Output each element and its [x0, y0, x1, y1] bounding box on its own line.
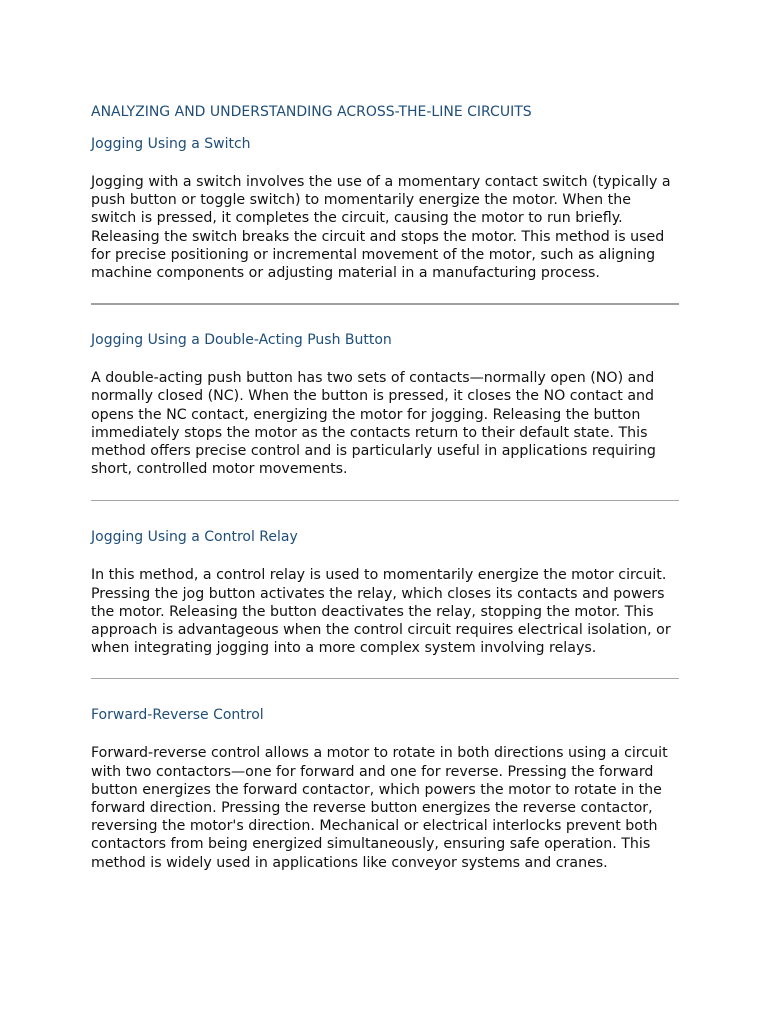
section-heading-control-relay: Jogging Using a Control Relay	[91, 529, 298, 546]
section-divider	[91, 500, 679, 501]
section-body-forward-reverse-control: Forward-reverse control allows a motor to rotate in both directions using a circuit with two contactors—one for forward and one for reverse. Pressing the forward button energizes the forward contactor, which powers the motor to rotate in the forward direction. Pressing the reverse button energizes the reverse contactor, reversing the motor's direction. Mechanical or electrical interlocks prevent both contactors from being energized simultaneously, ensuring safe operation. This method is widely used in applications like conveyor systems and cranes.	[91, 745, 668, 871]
section-body-double-acting-push-button: A double-acting push button has two sets of contacts—normally open (NO) and normally closed (NC). When the button is pressed, it closes the NO contact and opens the NC contact, energizing the motor for jogging. Releasing the button immediately stops the motor as the contacts return to their default state. This method offers precise control and is particularly useful in applications requiring short, controlled motor movements.	[91, 370, 656, 478]
document-page	[91, 102, 679, 872]
section-divider	[91, 303, 679, 305]
section-divider	[91, 678, 679, 679]
section-heading-forward-reverse-control: Forward-Reverse Control	[91, 707, 264, 724]
section-body-control-relay: In this method, a control relay is used to momentarily energize the motor circuit. Pressing the jog button activates the relay, which closes its contacts and powers the motor. Releasing the button deactivates the relay, stopping the motor. This approach is advantageous when the control circuit requires electrical isolation, or when integrating jogging into a more complex system involving relays.	[91, 567, 671, 657]
section-body-jogging-switch: Jogging with a switch involves the use of a momentary contact switch (typically a push button or toggle switch) to momentarily energize the motor. When the switch is pressed, it completes the circuit, causing the motor to run briefly. Releasing the switch breaks the circuit and stops the motor. This method is used for precise positioning or incremental movement of the motor, such as aligning machine components or adjusting material in a manufacturing process.	[91, 174, 671, 282]
section-heading-jogging-switch: Jogging Using a Switch	[91, 136, 251, 152]
document-title: ANALYZING AND UNDERSTANDING ACROSS-THE-LINE CIRCUITS	[91, 104, 532, 120]
section-heading-double-acting-push-button: Jogging Using a Double-Acting Push Button	[91, 332, 392, 349]
